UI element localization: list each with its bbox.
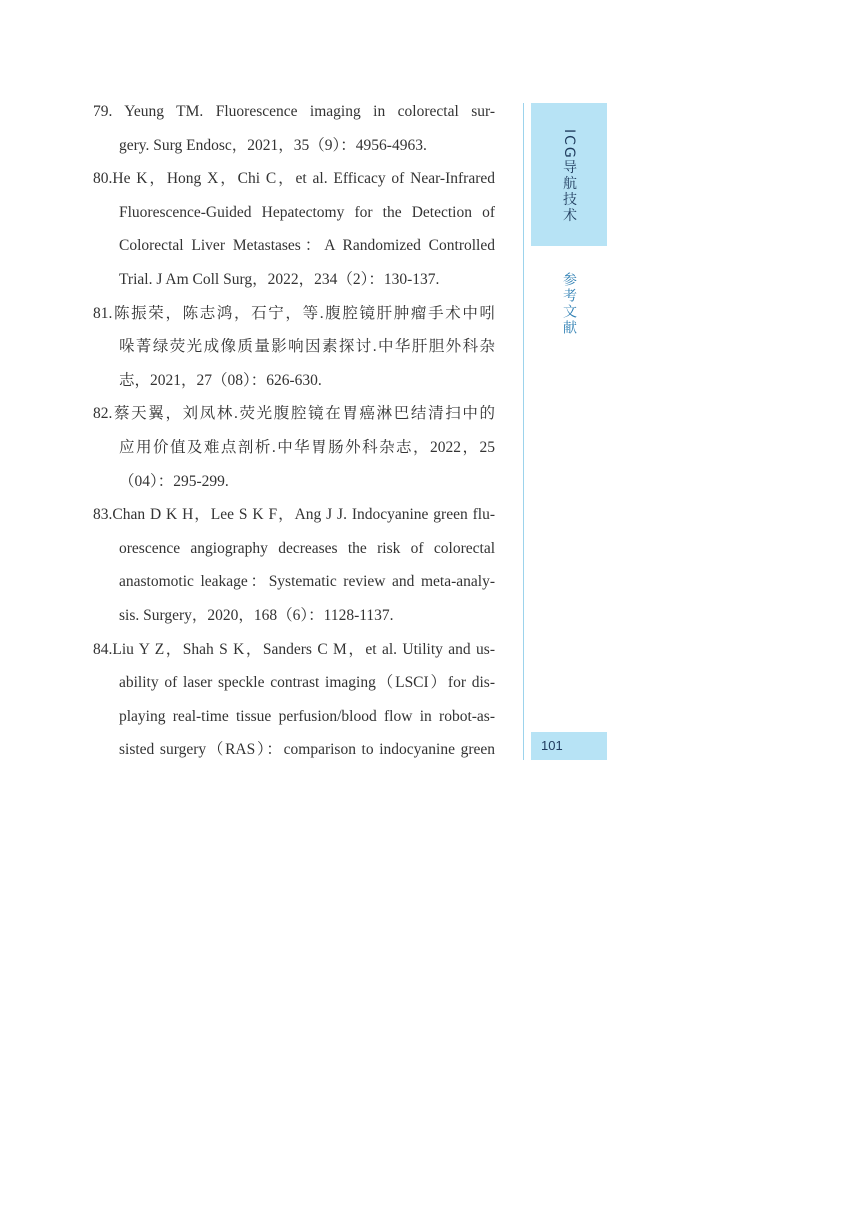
- reference-item: [93, 498, 495, 632]
- section-title: 参考文献: [561, 272, 577, 336]
- reference-line: 84.Liu Y Z，Shah S K，Sanders C M，et al. Utility and us-: [93, 640, 495, 658]
- reference-line: 哚菁绿荧光成像质量影响因素探讨.中华肝胆外科杂: [119, 338, 495, 356]
- reference-list: [93, 95, 495, 767]
- reference-line: 83.Chan D K H，Lee S K F，Ang J J. Indocyanine green flu-: [93, 506, 495, 524]
- reference-line: orescence angiography decreases the risk of colorectal: [119, 539, 495, 557]
- page-number: 101: [531, 732, 607, 760]
- reference-line: Colorectal Liver Metastases：A Randomized Controlled: [119, 237, 495, 255]
- reference-item: [93, 297, 495, 398]
- reference-line: 志，2021，27（08）：626-630.: [119, 371, 322, 389]
- reference-line: sisted surgery（RAS）：comparison to indocyanine green: [119, 741, 495, 759]
- reference-line: 80.He K，Hong X，Chi C，et al. Efficacy of Near-Infrared: [93, 170, 495, 188]
- reference-line: （04）：295-299.: [119, 472, 229, 490]
- reference-item: [93, 162, 495, 296]
- reference-item: [93, 95, 495, 162]
- reference-item: [93, 633, 495, 767]
- reference-line: playing real-time tissue perfusion/blood flow in robot-as-: [119, 707, 495, 725]
- chapter-title: ICG导航技术: [561, 129, 577, 224]
- section-label: [531, 272, 607, 336]
- chapter-tab: [531, 103, 607, 246]
- reference-line: anastomotic leakage：Systematic review and meta-analy-: [119, 573, 495, 591]
- reference-line: sis. Surgery，2020，168（6）：1128-1137.: [119, 606, 394, 624]
- margin-divider: [523, 103, 524, 760]
- reference-line: 82.蔡天翼，刘凤林.荧光腹腔镜在胃癌淋巴结清扫中的: [93, 405, 495, 423]
- reference-line: Trial. J Am Coll Surg，2022，234（2）：130-137.: [119, 270, 440, 288]
- reference-item: [93, 397, 495, 498]
- reference-line: Fluorescence-Guided Hepatectomy for the Detection of: [119, 203, 495, 221]
- reference-line: 应用价值及难点剖析.中华胃肠外科杂志，2022，25: [119, 438, 495, 456]
- reference-line: 81.陈振荣，陈志鸿，石宁，等.腹腔镜肝肿瘤手术中吲: [93, 304, 495, 322]
- reference-line: 79. Yeung TM. Fluorescence imaging in colorectal sur-: [93, 103, 495, 120]
- reference-line: ability of laser speckle contrast imaging（LSCI）for dis-: [119, 674, 495, 692]
- reference-line: gery. Surg Endosc，2021，35（9）：4956-4963.: [119, 136, 427, 154]
